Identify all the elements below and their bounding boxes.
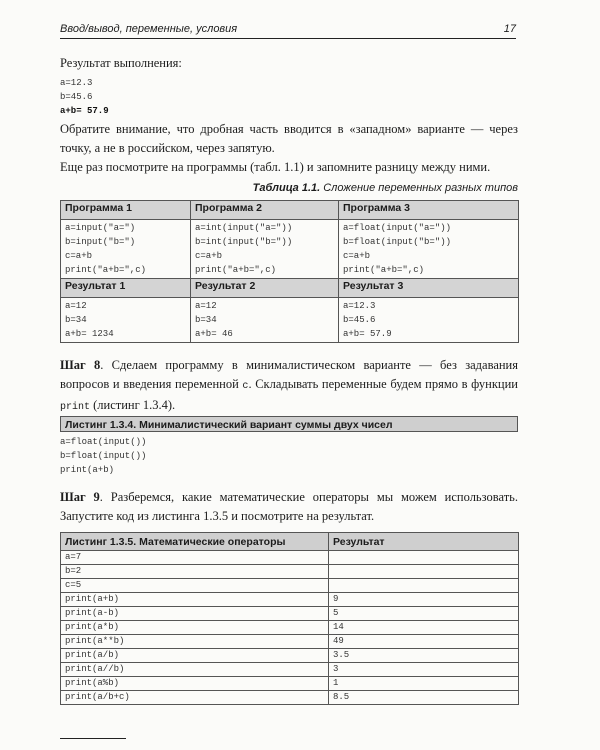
bottom-rule [60,738,126,739]
table-row [61,663,519,677]
result-cell: 14 [329,621,519,635]
result-cell [339,298,519,343]
code-line: a=int(input("a=")) [195,223,293,233]
table-row [61,220,519,279]
code-cell: print(a-b) [61,607,329,621]
code-cell: print(a*b) [61,621,329,635]
code-line: a=float(input()) [60,437,147,447]
result-cell: 3.5 [329,649,519,663]
table-caption-text: Сложение переменных разных типов [323,182,518,194]
code-cell: b=2 [61,565,329,579]
table-row [61,649,519,663]
table-row [61,579,519,593]
listing-1-3-4-code [60,435,360,477]
running-head-title: Ввод/вывод, переменные, условия [60,23,238,35]
result-cell [329,579,519,593]
result-header: Результат 3 [339,279,519,298]
code-line: b=34 [195,315,217,325]
paragraph-step-9 [60,488,518,526]
program-header: Программа 1 [61,201,191,220]
result-column-header: Результат [329,533,519,551]
step-8-text-c: (листинг 1.3.4). [90,398,176,412]
code-line: print(a+b) [60,465,115,475]
code-cell: print(a/b+c) [61,691,329,705]
code-cell: a=7 [61,551,329,565]
result-line: a=12.3 [60,78,93,88]
code-line: a=float(input("a=")) [343,223,452,233]
code-line: b=45.6 [343,315,376,325]
code-line: a=12.3 [343,301,376,311]
code-cell: print(a/b) [61,649,329,663]
result-line: b=45.6 [60,92,93,102]
code-line: c=a+b [343,251,371,261]
table-row [61,551,519,565]
paragraph-decimal-note: Обратите внимание, что дробная часть вводится в «западном» варианте — через точку, а не в российском, через запятую. [60,122,518,155]
result-output [60,76,360,118]
code-line: a+b= 57.9 [343,329,392,339]
inline-code-print: print [60,402,91,413]
table-row [61,677,519,691]
result-cell [191,298,339,343]
table-row [61,607,519,621]
step-8-label: Шаг 8 [60,358,101,372]
inline-code-c: c [242,381,249,392]
paragraph-step-8 [60,356,518,417]
result-cell: 49 [329,635,519,649]
listing-1-3-5-table [60,532,519,705]
paragraph-compare: Еще раз посмотрите на программы (табл. 1.1) и запомните разницу между ними. [60,160,491,174]
table-row [61,565,519,579]
running-head [60,22,516,39]
result-header: Результат 1 [61,279,191,298]
program-header: Программа 2 [191,201,339,220]
code-cell: print(a+b) [61,593,329,607]
result-cell: 8.5 [329,691,519,705]
code-line: b=float(input("b=")) [343,237,452,247]
table-header-row [61,533,519,551]
code-line: a=12 [195,301,217,311]
code-cell: c=5 [61,579,329,593]
result-cell: 3 [329,663,519,677]
program-header: Программа 3 [339,201,519,220]
code-line: c=a+b [195,251,223,261]
table-1-1 [60,200,519,343]
table-header-row [61,201,519,220]
table-row [61,691,519,705]
code-line: print("a+b=",c) [343,265,425,275]
program-cell [61,220,191,279]
result-cell [61,298,191,343]
code-line: c=a+b [65,251,93,261]
code-line: print("a+b=",c) [195,265,277,275]
result-cell: 9 [329,593,519,607]
code-line: b=34 [65,315,87,325]
program-cell [339,220,519,279]
result-header: Результат 2 [191,279,339,298]
result-cell: 1 [329,677,519,691]
result-cell [329,551,519,565]
code-cell: print(a//b) [61,663,329,677]
code-cell: print(a**b) [61,635,329,649]
step-9-text: . Разберемся, какие математические операторы мы можем использовать. Запустите код из листинга 1.3.5 и посмотрите на результат. [60,490,518,523]
program-cell [191,220,339,279]
code-line: a+b= 46 [195,329,233,339]
code-line: b=input("b=") [65,237,136,247]
step-9-label: Шаг 9 [60,490,100,504]
table-caption-number: Таблица 1.1. [252,182,321,194]
table-row [61,298,519,343]
code-line: b=int(input("b=")) [195,237,293,247]
result-cell: 5 [329,607,519,621]
code-line: a=input("a=") [65,223,136,233]
listing-1-3-4-title: Листинг 1.3.4. Минималистический вариант суммы двух чисел [60,416,518,432]
table-caption [60,182,518,194]
step-8-text-b: . Складывать переменные будем прямо в функции [248,377,518,391]
result-label: Результат выполнения: [60,56,182,70]
code-line: print("a+b=",c) [65,265,147,275]
table-header-row [61,279,519,298]
code-line: b=float(input()) [60,451,147,461]
result-line: a+b= 57.9 [60,106,109,116]
listing-1-3-5-title: Листинг 1.3.5. Математические операторы [61,533,329,551]
step-8-text-a: . Сделаем программу в минималистическом варианте — без задавания вопросов и введения переменной [60,358,518,391]
result-cell [329,565,519,579]
code-line: a+b= 1234 [65,329,114,339]
table-row [61,621,519,635]
code-line: a=12 [65,301,87,311]
page-number: 17 [503,23,516,35]
table-row [61,635,519,649]
code-cell: print(a%b) [61,677,329,691]
table-row [61,593,519,607]
